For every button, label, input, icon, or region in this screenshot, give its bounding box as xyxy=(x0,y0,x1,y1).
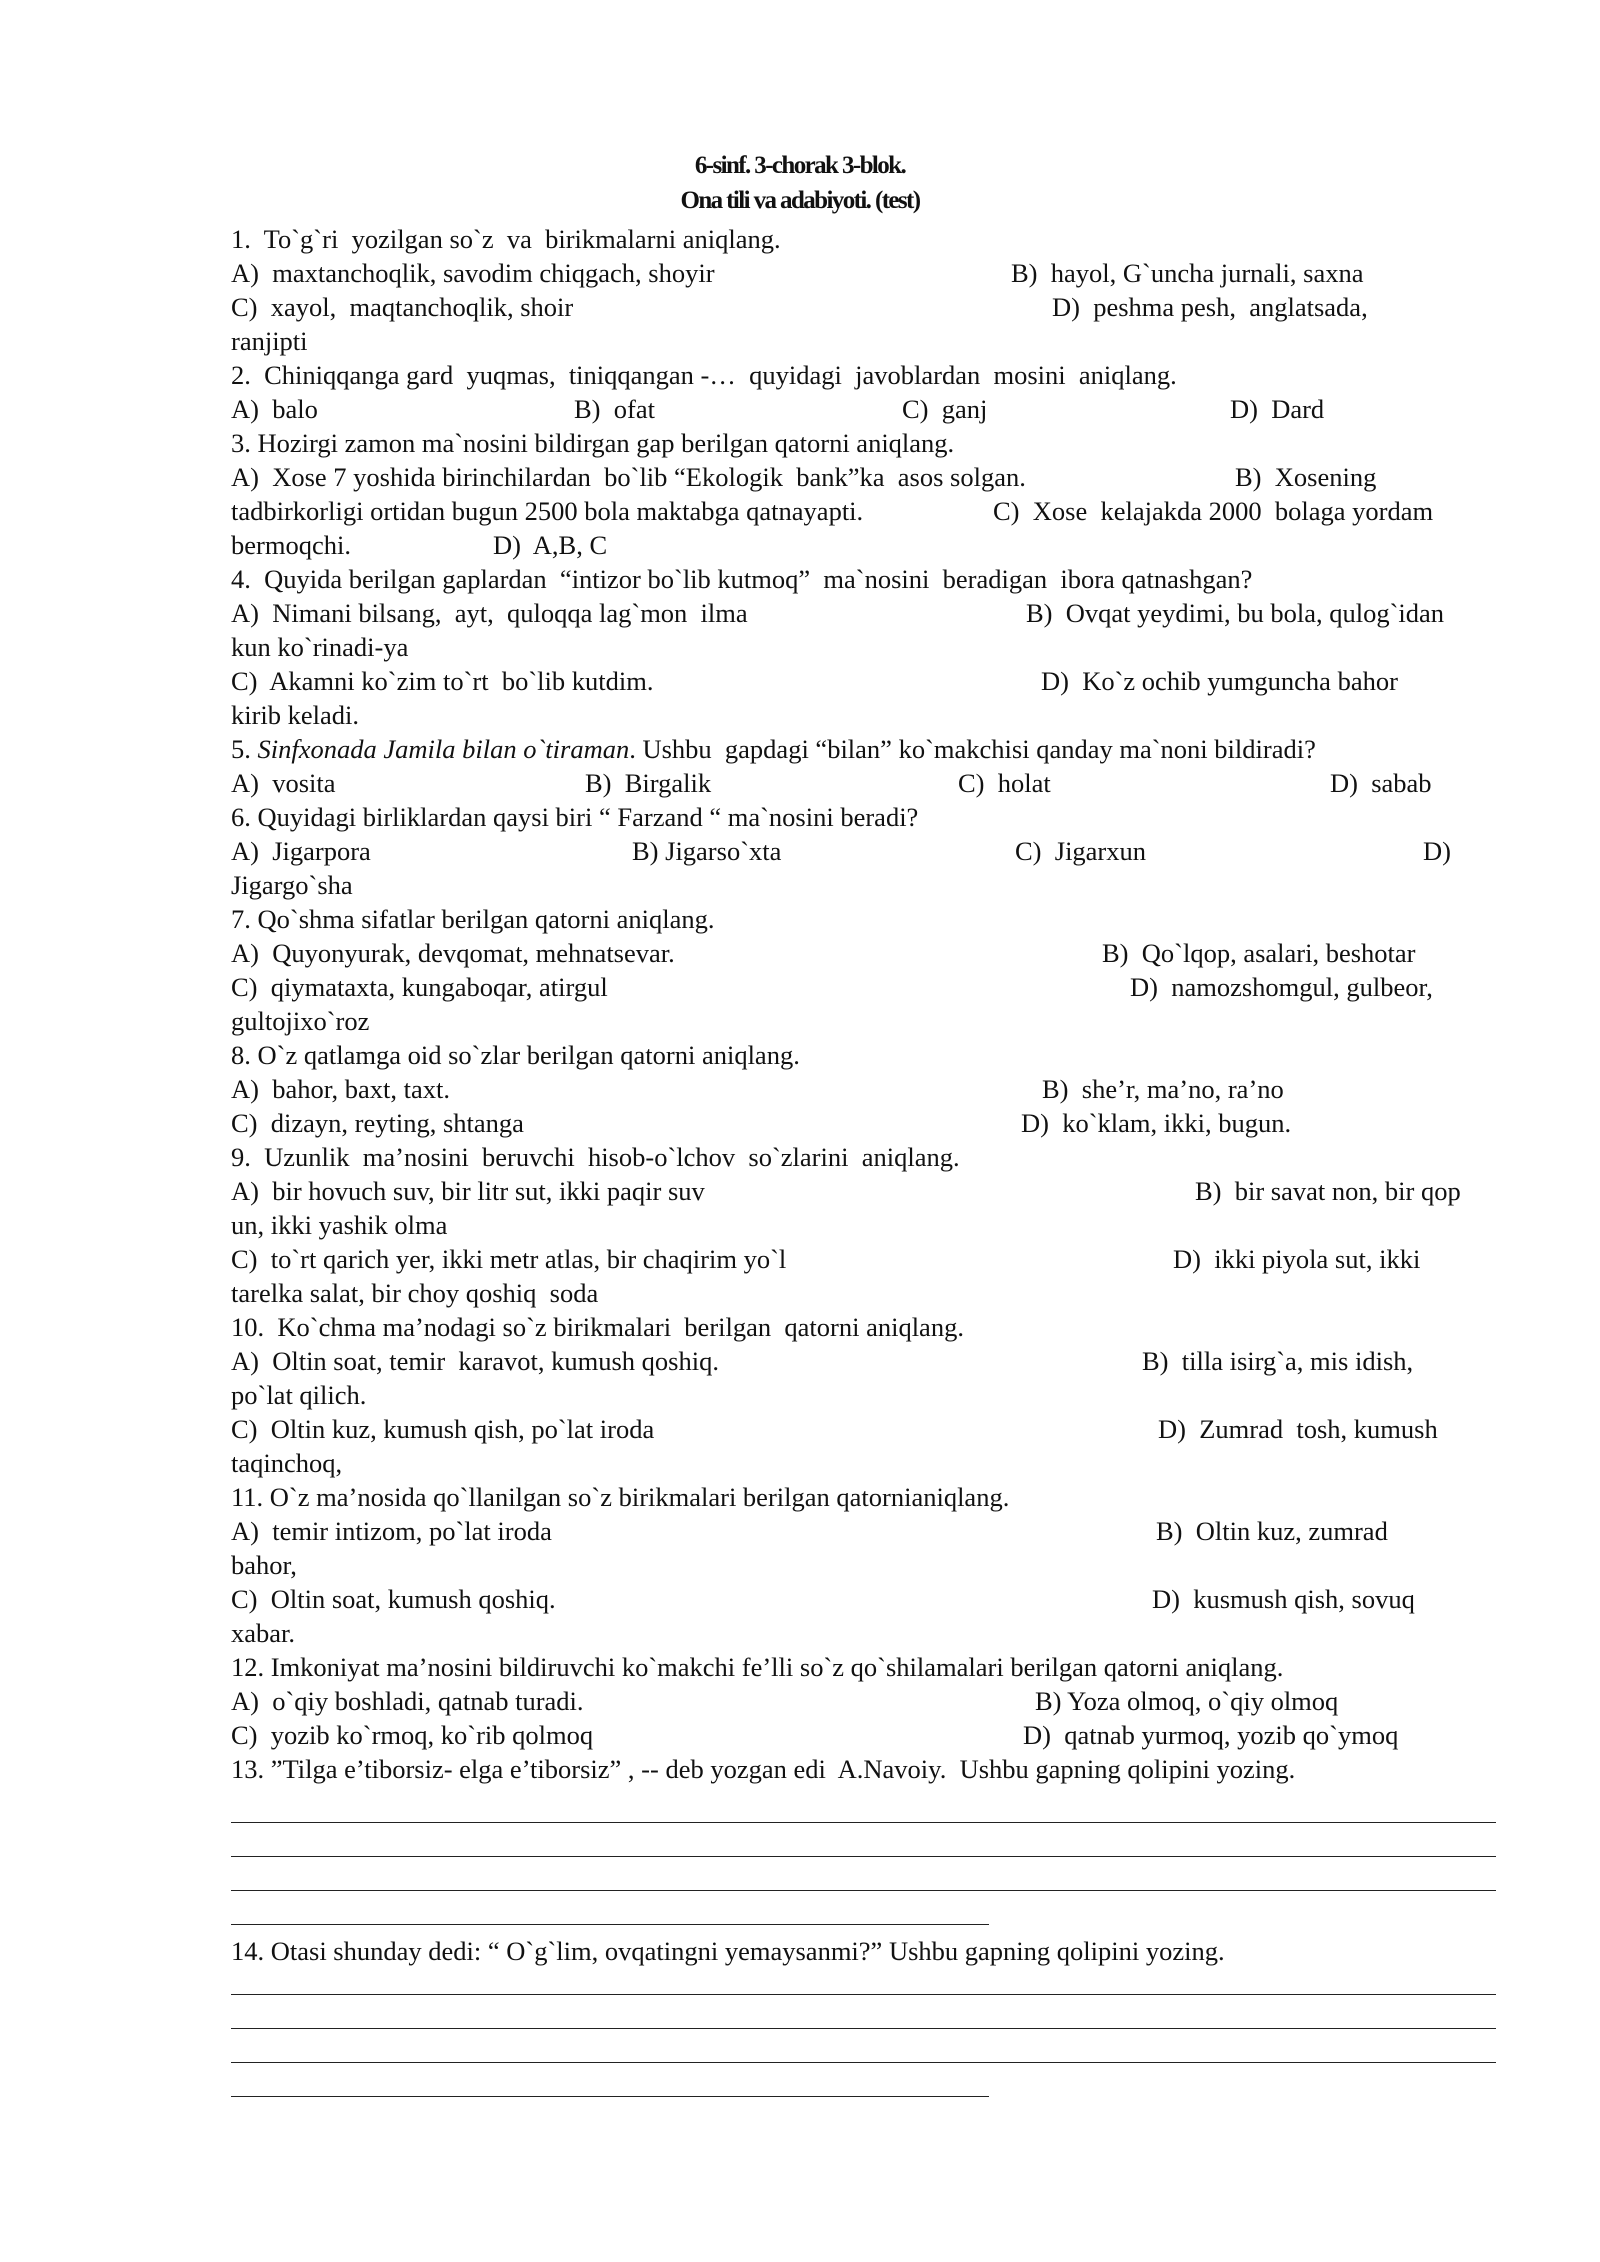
question-3: 3. Hozirgi zamon ma`nosini bildirgan gap berilgan qatorni aniqlang. xyxy=(231,428,955,458)
q9-option-d-cont: tarelka salat, bir choy qoshiq soda xyxy=(231,1278,599,1308)
q5-italic-sentence: Sinfxonada Jamila bilan o`tiraman xyxy=(257,734,630,764)
q3-option-b: B) Xosening xyxy=(1235,462,1377,492)
q2-option-a: A) balo xyxy=(231,394,318,424)
q10-option-d-cont: taqinchoq, xyxy=(231,1448,343,1478)
q1-option-d-cont: ranjipti xyxy=(231,326,308,356)
q12-option-a: A) o`qiy boshladi, qatnab turadi. xyxy=(231,1686,584,1716)
question-12: 12. Imkoniyat ma’nosini bildiruvchi ko`makchi fe’lli so`z qo`shilamalari berilgan qatorni aniqlang. xyxy=(231,1652,1284,1682)
q3-option-c-cont: bermoqchi. xyxy=(231,530,351,560)
q5-option-a: A) vosita xyxy=(231,768,336,798)
q4-option-d: D) Ko`z ochib yumguncha bahor xyxy=(1041,666,1398,696)
q8-option-d: D) ko`klam, ikki, bugun. xyxy=(1021,1108,1292,1138)
question-11: 11. O`z ma’nosida qo`llanilgan so`z birikmalari berilgan qatornianiqlang. xyxy=(231,1482,1010,1512)
q13-answer-line-4 xyxy=(231,1924,989,1925)
q11-option-c: C) Oltin soat, kumush qoshiq. xyxy=(231,1584,556,1614)
question-7: 7. Qo`shma sifatlar berilgan qatorni aniqlang. xyxy=(231,904,715,934)
q2-option-c: C) ganj xyxy=(902,394,988,424)
question-5 xyxy=(231,732,1316,766)
q3-option-b-cont: tadbirkorligi ortidan bugun 2500 bola maktabga qatnayapti. xyxy=(231,496,864,526)
q4-option-b: B) Ovqat yeydimi, bu bola, qulog`idan xyxy=(1026,598,1445,628)
q11-option-d-cont: xabar. xyxy=(231,1618,296,1648)
q7-option-a: A) Quyonyurak, devqomat, mehnatsevar. xyxy=(231,938,675,968)
q10-option-c: C) Oltin kuz, kumush qish, po`lat iroda xyxy=(231,1414,655,1444)
q14-answer-line-4 xyxy=(231,2096,989,2097)
q14-answer-line-3 xyxy=(231,2062,1496,2063)
q9-option-b-cont: un, ikki yashik olma xyxy=(231,1210,448,1240)
question-2: 2. Chiniqqanga gard yuqmas, tiniqqangan -… quyidagi javoblardan mosini aniqlang. xyxy=(231,360,1177,390)
q14-answer-line-2 xyxy=(231,2028,1496,2029)
q8-option-c: C) dizayn, reyting, shtanga xyxy=(231,1108,524,1138)
q11-option-b: B) Oltin kuz, zumrad xyxy=(1156,1516,1388,1546)
q11-option-b-cont: bahor, xyxy=(231,1550,297,1580)
q8-option-a: A) bahor, baxt, taxt. xyxy=(231,1074,450,1104)
question-8: 8. O`z qatlamga oid so`zlar berilgan qatorni aniqlang. xyxy=(231,1040,800,1070)
q11-option-d: D) kusmush qish, sovuq xyxy=(1152,1584,1415,1614)
q7-option-c: C) qiymataxta, kungaboqar, atirgul xyxy=(231,972,608,1002)
q9-option-c: C) to`rt qarich yer, ikki metr atlas, bir chaqirim yo`l xyxy=(231,1244,787,1274)
q1-option-b: B) hayol, G`uncha jurnali, saxna xyxy=(1011,258,1364,288)
q6-option-a: A) Jigarpora xyxy=(231,836,371,866)
q5-option-d: D) sabab xyxy=(1330,768,1432,798)
q3-option-c: C) Xose kelajakda 2000 bolaga yordam xyxy=(993,496,1434,526)
q9-option-a: A) bir hovuch suv, bir litr sut, ikki paqir suv xyxy=(231,1176,705,1206)
q6-option-b: B) Jigarso`xta xyxy=(632,836,782,866)
q3-option-a: A) Xose 7 yoshida birinchilardan bo`lib “Ekologik bank”ka asos solgan. xyxy=(231,462,1026,492)
question-6: 6. Quyidagi birliklardan qaysi biri “ Farzand “ ma`nosini beradi? xyxy=(231,802,919,832)
q6-option-d-cont: Jigargo`sha xyxy=(231,870,353,900)
q1-option-d: D) peshma pesh, anglatsada, xyxy=(1052,292,1368,322)
q10-option-b: B) tilla isirg`a, mis idish, xyxy=(1142,1346,1414,1376)
q3-option-d: D) A,B, C xyxy=(493,530,608,560)
question-14: 14. Otasi shunday dedi: “ O`g`lim, ovqatingni yemaysanmi?” Ushbu gapning qolipini yozing. xyxy=(231,1936,1225,1966)
question-1: 1. To`g`ri yozilgan so`z va birikmalarni aniqlang. xyxy=(231,224,781,254)
q9-option-b: B) bir savat non, bir qop xyxy=(1195,1176,1461,1206)
q12-option-c: C) yozib ko`rmoq, ko`rib qolmoq xyxy=(231,1720,594,1750)
q10-option-d: D) Zumrad tosh, kumush xyxy=(1158,1414,1438,1444)
q4-option-d-cont: kirib keladi. xyxy=(231,700,360,730)
q2-option-d: D) Dard xyxy=(1230,394,1325,424)
q7-option-b: B) Qo`lqop, asalari, beshotar xyxy=(1102,938,1416,968)
q12-option-d: D) qatnab yurmoq, yozib qo`ymoq xyxy=(1023,1720,1399,1750)
q5-option-b: B) Birgalik xyxy=(585,768,712,798)
q5-option-c: C) holat xyxy=(958,768,1051,798)
page-title: 6-sinf. 3-chorak 3-blok. xyxy=(694,152,906,179)
q1-option-a: A) maxtanchoqlik, savodim chiqgach, shoyir xyxy=(231,258,715,288)
question-9: 9. Uzunlik ma’nosini beruvchi hisob-o`lchov so`zlarini aniqlang. xyxy=(231,1142,960,1172)
question-13: 13. ”Tilga e’tiborsiz- elga e’tiborsiz” , -- deb yozgan edi A.Navoiy. Ushbu gapning qolipini yozing. xyxy=(231,1754,1296,1784)
q7-option-d-cont: gultojixo`roz xyxy=(231,1006,370,1036)
question-4: 4. Quyida berilgan gaplardan “intizor bo`lib kutmoq” ma`nosini beradigan ibora qatnashgan? xyxy=(231,564,1253,594)
q7-option-d: D) namozshomgul, gulbeor, xyxy=(1130,972,1433,1002)
q12-option-b: B) Yoza olmoq, o`qiy olmoq xyxy=(1035,1686,1339,1716)
q5-rest: . Ushbu gapdagi “bilan” ko`makchisi qanday ma`noni bildiradi? xyxy=(629,734,1316,764)
question-10: 10. Ko`chma ma’nodagi so`z birikmalari berilgan qatorni aniqlang. xyxy=(231,1312,964,1342)
q13-answer-line-3 xyxy=(231,1890,1496,1891)
q6-option-c: C) Jigarxun xyxy=(1015,836,1147,866)
q5-number: 5. xyxy=(231,734,258,764)
q13-answer-line-1 xyxy=(231,1822,1496,1823)
q1-option-c: C) xayol, maqtanchoqlik, shoir xyxy=(231,292,574,322)
q10-option-b-cont: po`lat qilich. xyxy=(231,1380,367,1410)
page-subtitle: Ona tili va adabiyoti. (test) xyxy=(680,187,920,214)
q14-answer-line-1 xyxy=(231,1994,1496,1995)
q9-option-d: D) ikki piyola sut, ikki xyxy=(1173,1244,1421,1274)
q11-option-a: A) temir intizom, po`lat iroda xyxy=(231,1516,552,1546)
q6-option-d: D) xyxy=(1423,836,1451,866)
q13-answer-line-2 xyxy=(231,1856,1496,1857)
q8-option-b: B) she’r, ma’no, ra’no xyxy=(1042,1074,1284,1104)
q4-option-a: A) Nimani bilsang, ayt, quloqqa lag`mon ilma xyxy=(231,598,748,628)
q10-option-a: A) Oltin soat, temir karavot, kumush qoshiq. xyxy=(231,1346,719,1376)
q4-option-b-cont: kun ko`rinadi-ya xyxy=(231,632,409,662)
q4-option-c: C) Akamni ko`zim to`rt bo`lib kutdim. xyxy=(231,666,654,696)
q2-option-b: B) ofat xyxy=(574,394,655,424)
